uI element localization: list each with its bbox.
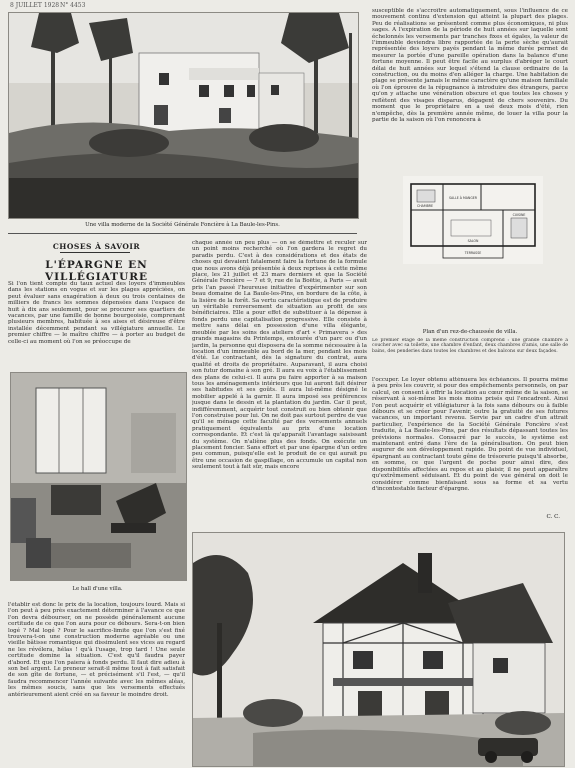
plan-room-5: TERRASSE [464,251,482,255]
plan-room-3: SALON [467,239,479,243]
plan-room-2: SALLE À MANGER [448,196,478,200]
villa-illustration [9,13,358,218]
issue-number: N° 4453 [60,2,86,9]
villa-photo-caption: Une villa moderne de la Société Générale Foncière à La Baule-les-Pins. [85,222,280,228]
plan-room-4: CUISINE [512,213,526,217]
hall-caption: Le hall d'une villa. [72,586,123,592]
article-col2: chaque année un peu plus — on se démettre et reculer sur un point moins recherché où l'on gardera le regret du paradis perdu. C'est à des considérations et des états de choses qui devaient fatalement faire la fortune de la formule que nous avons déjà présentée à deux reprises à cette même place, les 21 juillet et 23 mars derniers et que la Société Générale Foncière — 7 et 9, rue de la Boëtie, à Paris — avait pris l'an passé l'heureuse initiative d'expérimenter sur son beau domaine de La Baule-les-Pins, en bordure de la côte, à la lisière de la forêt. Sa vertu caractéristique est de produire un véritable renversement de situation au profit de ses bénéficiaires. Elle a pour effet de substituer à la dépense à fonds perdu une capitalisation progressive. Elle consiste à mettre sans délai en possession d'une villa élégante, meublée par les soins des ateliers d'art « Primavera » des grands magasins du Printemps, entourée d'un parc ou d'un jardin, la personne qui disposera de la somme nécessaire à la location d'un immeuble au bord de la mer, pendant les mois d'été. Le contractant, dès la signature du contrat, aura qualité et droits de propriétaire. Auparavant, il aura choisi son futur domaine à son gré. Il aura eu voix à l'établissement des plans de celui-ci. Il aura pu faire apporter à sa maison tous les aménagements intérieurs que lui auront fait désirer ses habitudes et ses goûts. Il aura lui-même désigné le mobilier appelé à la garnir. Il aura imposé ses préférences jusque dans le dessin et la plantation du jardin. Car il peut, indifféremment, acquérir tout construit ou bien obtenir que l'on construise pour lui. On ne doit pas surtout perdre de vue qu'il se ménage cette faculté par des versements annuels pratiquement équivalents au prix d'une location correspondante. Et c'est là qu'apparaît l'avantage saisissant du système. On n'aliène plus des fonds. On exécute un placement foncier. Sans effort et par une épargne d'un ordre peu commun, puisqu'elle est le produit de ce qui aurait pu être une occasion de gaspillage, on accumule un capital non seulement tout à fait sûr, mais encore [192,240,367,471]
plan-note: Le premier étage de la même construction comprend : une grande chambre à coucher avec sa toilette, une chambre d'enfant, deux chambres d'amis, une salle de bains, des penderies dans toutes les chambres et des balcons sur deux façades. [372,338,568,354]
floor-plan-drawing [403,176,543,264]
issue-date: 8 JUILLET 1928 [10,2,60,9]
article-title: L'ÉPARGNE EN VILLÉGIATURE [45,259,148,283]
plan-caption: Plan d'un rez-de-chaussée de villa. [422,329,518,335]
villa-photo [8,12,359,219]
article-kicker: CHOSES À SAVOIR [52,242,141,251]
hall-illustration [11,373,186,580]
chalet-illustration [192,532,565,767]
kicker-divider [60,252,130,253]
article-col3-bottom: l'occuper. Le loyer obtenu atténuera les échéances. Il pourra même à peu près les couvrir, si pour des empêchements personnels, on par calcul, on consent à offrir la location au cœur même de la saison, se réservant à soi-même les mois moins prisés qui l'encadrent. Ainsi l'on peut acquérir et villégiaturer à la fois sans débours ou à faible débours et se créer pour l'avenir, outre la gratuité de ses futures vacances, un important revenu. Servie par un cadre d'un attrait particulier, l'expérience de la Société Générale Foncière s'est traduite, à La Baule-les-Pins, par des résultats dépassant toutes les prévisions normales. Consacré par le succès, le système est maintenant entré dans l'ère de la généralisation. On peut bien augurer de son développement rapide. Du point de vue individuel, épargnant au contractant toute gêne de trésorerie puisqu'il absorbe, en somme, ce que l'argent de poche pour ainsi dire, des disponibilités affectées au repos et au plaisir, il ne peut apparaître qu'extrêmement séduisant. Et du point de vue général on doit le considérer comme bienfaisant sous sa forme et sa vertu d'incontestable facteur d'épargne. [372,377,568,492]
article-col3-top: susceptible de s'accroître automatiquement, sous l'influence de ce mouvement continu d'extension qui atteint la plupart des plages. Peu de réalisations se présentent comme plus économiques, ni plus sages. A l'expiration de la période de huit années sur laquelle sont échelonnés les versements par tranches fixes et égales, la valeur de l'immeuble deviendra libre rapportée de la perte sèche qu'aurait représentée des loyers payés pendant la même durée permet de mesurer la portée d'une pareille opération dans la balance d'une fortune moyenne. Il peut être facile au surplus d'abréger le court délai de huit années sur lequel s'étend la clause ordinaire de la construction, ou du moins d'en alléger la charge. Une habitation de plage se présente jamais le même caractère qu'une maison familiale où l'on éprouve de la répugnance à introduire des étrangers, parce qu'on y attache une vénération obscure et que toutes les choses y reflètent des visages disparus, dégagent de chers souvenirs. Du moment que le propriétaire en a usé deux mois d'été, rien n'empêche, dès la première année même, de louer la villa pour la partie de la saison où l'on renoncera à [372,8,568,123]
article-signature: C. C. [546,514,560,520]
chalet-drawing [193,533,564,766]
hall-photo [10,372,187,581]
article-col1-top: Si l'on tient compte du taux actuel des loyers d'immeubles dans les stations en vogue et sur les plages appréciées, on peut évaluer sans exagération à deux ou trois centaines de milliers de francs les sommes dépensées dans l'espace de huit à dix ans seulement, pour se procurer ses quartiers de vacances, par une famille de bonne bourgeoisie, comprenant plusieurs membres, habituée à ses aises et désireuse d'être installée décemment pendant sa villégiature annuelle. Le premier chiffre — le maître chiffre — à porter au budget de celle-ci au moment où l'on se préoccupe de [8,281,185,345]
article-col1-bottom: l'établir est donc le prix de la location, toujours lourd. Mais si l'on peut à peu près exactement déterminer à l'avance ce que l'on devra débourser, on ne possède généralement aucune certitude de ce que l'on aura pour ce débours. Sera-t-on bien logé ? Mal logé ? Pour le sacrifice-limite que l'on s'est fixé trouvera-t-on une construction moderne agréable ou une vieille bâtisse romantique qui dissimulent ses vices au regard ne les révélera, hélas ! qu'à l'usage, trop tard ! Une seule certitude domine la situation. C'est qu'il faudra payer d'abord. Et que l'on paiera à fonds perdu. Il faut dire adieu à son bel argent. Le preneur serait-il même tout à fait satisfait de son gîte de fortune, — et précisément s'il l'est, — qu'il faudra recommencer l'année suivante avec les mêmes aléas, les mêmes soucis, sans que les versements effectués antérieurement aient créé en sa faveur le moindre droit. [8,602,185,698]
floor-plan [403,176,543,264]
plan-room-1: CHAMBRE [417,204,433,208]
